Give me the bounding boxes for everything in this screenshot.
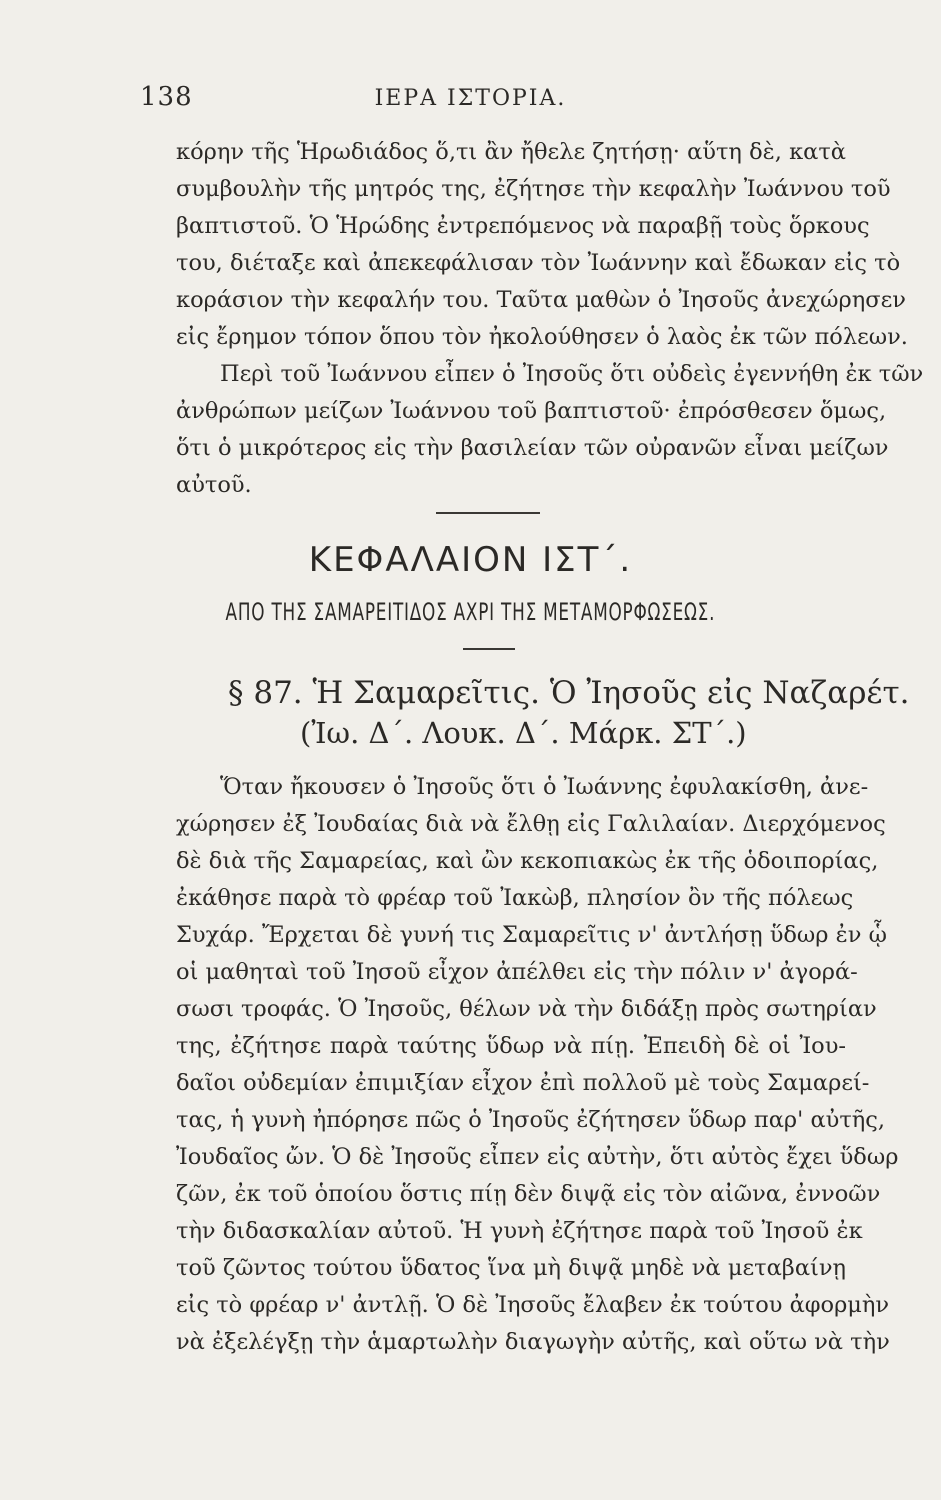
text-line: τὴν διδασκαλίαν αὐτοῦ. Ἡ γυνὴ ἐζήτησε παρὰ τοῦ Ἰησοῦ ἐκ bbox=[176, 1218, 863, 1244]
text-line: νὰ ἐξελέγξῃ τὴν ἁμαρτωλὴν διαγωγὴν αὐτῆς, καὶ οὕτω νὰ τὴν bbox=[176, 1329, 890, 1355]
text-line: ἐκάθησε παρὰ τὸ φρέαρ τοῦ Ἰακὼβ, πλησίον ὂν τῆς πόλεως bbox=[176, 885, 854, 911]
chapter-subtitle: ΑΠΟ ΤΗΣ ΣΑΜΑΡΕΙΤΙΔΟΣ ΑΧΡΙ ΤΗΣ ΜΕΤΑΜΟΡΦΩΣΕΩΣ. bbox=[225, 598, 716, 626]
text-line: κόρην τῆς Ἡρωδιάδος ὅ,τι ἂν ἤθελε ζητήσῃ· αὕτη δὲ, κατὰ bbox=[176, 139, 846, 165]
text-line: ἀνθρώπων μείζων Ἰωάννου τοῦ βαπτιστοῦ· ἐπρόσθεσεν ὅμως, bbox=[176, 398, 887, 424]
text-line: κοράσιον τὴν κεφαλήν του. Ταῦτα μαθὼν ὁ Ἰησοῦς ἀνεχώρησεν bbox=[176, 287, 906, 313]
section-references: (Ἰω. Δ΄. Λουκ. Δ΄. Μάρκ. ΣΤ΄.) bbox=[300, 716, 747, 750]
text-line: συμβουλὴν τῆς μητρός της, ἐζήτησε τὴν κεφαλὴν Ἰωάννου τοῦ bbox=[176, 176, 891, 202]
text-line: της, ἐζήτησε παρὰ ταύτης ὕδωρ νὰ πίῃ. Ἐπειδὴ δὲ οἱ Ἰου- bbox=[176, 1033, 846, 1059]
text-line: εἰς ἔρημον τόπον ὅπου τὸν ἠκολούθησεν ὁ λαὸς ἐκ τῶν πόλεων. bbox=[176, 324, 908, 350]
text-line: σωσι τροφάς. Ὁ Ἰησοῦς, θέλων νὰ τὴν διδάξῃ πρὸς σωτηρίαν bbox=[176, 996, 877, 1022]
text-line: εἰς τὸ φρέαρ ν' ἀντλῇ. Ὁ δὲ Ἰησοῦς ἔλαβεν ἐκ τούτου ἀφορμὴν bbox=[176, 1292, 890, 1318]
page-number: 138 bbox=[140, 82, 193, 112]
text-line: δὲ διὰ τῆς Σαμαρείας, καὶ ὢν κεκοπιακὼς ἐκ τῆς ὁδοιπορίας, bbox=[176, 848, 879, 874]
text-line: βαπτιστοῦ. Ὁ Ἡρώδης ἐντρεπόμενος νὰ παραβῇ τοὺς ὅρκους bbox=[176, 213, 870, 239]
separator-rule-short bbox=[463, 648, 515, 650]
text-line: του, διέταξε καὶ ἀπεκεφάλισαν τὸν Ἰωάννην καὶ ἔδωκαν εἰς τὸ bbox=[176, 250, 901, 276]
text-line: Συχάρ. Ἔρχεται δὲ γυνή τις Σαμαρεῖτις ν' ἀντλήσῃ ὕδωρ ἐν ᾧ bbox=[176, 922, 887, 948]
section-heading: § 87. Ἡ Σαμαρεῖτις. Ὁ Ἰησοῦς εἰς Ναζαρέτ. bbox=[228, 675, 910, 711]
page-header bbox=[0, 82, 941, 122]
text-line: ὅτι ὁ μικρότερος εἰς τὴν βασιλείαν τῶν οὐρανῶν εἶναι μείζων bbox=[176, 435, 889, 461]
text-line: τας, ἡ γυνὴ ἠπόρησε πῶς ὁ Ἰησοῦς ἐζήτησεν ὕδωρ παρ' αὐτῆς, bbox=[176, 1107, 886, 1133]
text-line: τοῦ ζῶντος τούτου ὕδατος ἵνα μὴ διψᾷ μηδὲ νὰ μεταβαίνῃ bbox=[176, 1255, 846, 1281]
running-title: ΙΕΡΑ ΙΣΤΟΡΙΑ. bbox=[374, 86, 567, 111]
text-line: αὐτοῦ. bbox=[176, 472, 252, 498]
text-line: Ὅταν ἤκουσεν ὁ Ἰησοῦς ὅτι ὁ Ἰωάννης ἐφυλακίσθη, ἀνε- bbox=[220, 774, 869, 800]
chapter-title: ΚΕΦΑΛΑΙΟΝ ΙΣΤ΄. bbox=[308, 540, 633, 580]
text-line: δαῖοι οὐδεμίαν ἐπιμιξίαν εἶχον ἐπὶ πολλοῦ μὲ τοὺς Σαμαρεί- bbox=[176, 1070, 870, 1096]
text-line: Ἰουδαῖος ὤν. Ὁ δὲ Ἰησοῦς εἶπεν εἰς αὐτὴν, ὅτι αὐτὸς ἔχει ὕδωρ bbox=[176, 1144, 899, 1170]
text-line: χώρησεν ἐξ Ἰουδαίας διὰ νὰ ἔλθῃ εἰς Γαλιλαίαν. Διερχόμενος bbox=[176, 811, 886, 837]
separator-rule bbox=[436, 512, 540, 514]
text-line: ζῶν, ἐκ τοῦ ὁποίου ὅστις πίῃ δὲν διψᾷ εἰς τὸν αἰῶνα, ἐννοῶν bbox=[176, 1181, 881, 1207]
text-line: Περὶ τοῦ Ἰωάννου εἶπεν ὁ Ἰησοῦς ὅτι οὐδεὶς ἐγεννήθη ἐκ τῶν bbox=[220, 361, 924, 387]
text-line: οἱ μαθηταὶ τοῦ Ἰησοῦ εἶχον ἀπέλθει εἰς τὴν πόλιν ν' ἀγορά- bbox=[176, 959, 858, 985]
